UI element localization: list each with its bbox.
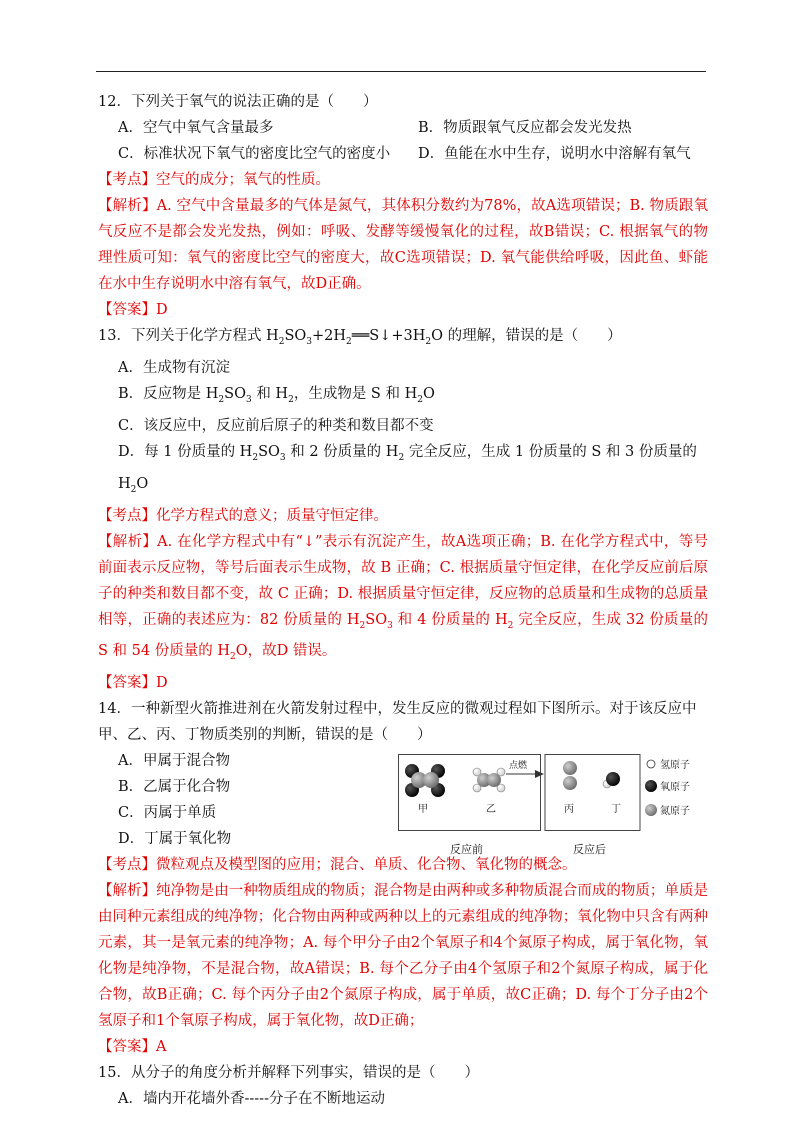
document-body <box>98 89 708 1112</box>
q13-option-d: D．每 1 份质量的 $H_2SO_3$ 和 2 份质量的 $H_2$ 完全反应，生成 1 份质量的 S 和 3 份质量的 $H_2O$ <box>118 443 697 495</box>
q13-option-b-post: ，生成物是 S 和 H <box>293 385 418 402</box>
legend-n-label: 氮原子 <box>660 806 690 818</box>
answer-tag: 【答案】 <box>98 675 156 692</box>
answer-tag: 【答案】 <box>98 302 156 318</box>
q13-option-b-pre: B．反应物是 H <box>118 385 219 402</box>
q13-jiexi: 【解析】A. 在化学方程式中有“↓”表示有沉淀产生，故A选项正确；B. 在化学方程式中，等号前面表示反应物，等号后面表示生成物，故 B 正确；C. 根据质量守恒定律，在化学反应前后原子的种类和数目都不变，故 C 正确；D. 根据质量守恒定律，反应物的总质量和生成物的总质量相等，正确的表述应为：82 份质量的 $H_2SO_3$ 和 4 份质量的 $H_2$ 完全反应，生成 32 份质量的 S 和 54 份质量的 $H_2O$，故D 错误。 <box>98 533 708 663</box>
legend-h-icon <box>647 760 655 768</box>
q13-option-d-mid: 和 2 份质量的 H <box>285 443 399 460</box>
q13-kaodian <box>98 503 708 529</box>
kaodian-tag: 【考点】 <box>98 172 156 188</box>
q13-jiexi-mid2: 完全反应，生成 32 份质量的 S 和 54 份质量的 H <box>98 611 708 660</box>
after-box <box>545 755 640 831</box>
jiexi-tag: 【解析】 <box>98 533 158 550</box>
q12-option-b: B．物质跟氧气反应都会发光发热 <box>418 120 632 136</box>
q13-option-b-mid: 和 H <box>251 385 289 402</box>
q14-block <box>98 696 708 857</box>
caption-after: 反应后 <box>573 843 606 857</box>
q12-options-row1 <box>98 115 708 141</box>
q14-answer-value: A <box>156 1039 167 1056</box>
q13-stem-pre: 13．下列关于化学方程式 H <box>98 328 279 344</box>
label-bing: 丙 <box>564 804 574 816</box>
answer-tag: 【答案】 <box>98 1039 156 1056</box>
q13-answer-value: D <box>156 675 168 692</box>
jiexi-tag: 【解析】 <box>98 198 157 214</box>
legend-h-label: 氢原子 <box>660 760 690 772</box>
q12-options-row2 <box>98 141 708 167</box>
q14-option-a: A．甲属于混合物 <box>118 753 230 770</box>
q14-options <box>98 748 378 852</box>
q13-stem-post: 的理解，错误的是（ ） <box>442 328 622 344</box>
kaodian-tag: 【考点】 <box>98 507 156 524</box>
q14-jiexi-text: 纯净物是由一种物质组成的物质；混合物是由两种或多种物质混合而成的物质；单质是由同种元素组成的纯净物；化合物由两种或两种以上的元素组成的纯净物；氧化物中只含有两种元素，其一是氧元素的纯净物；A. 每个甲分子由2个氧原子和4个氮原子构成，属于氧化物，氧化物是纯净物，不是混合物，故A错误；B. 每个乙分子由4个氢原子和2个氮原子构成，属于化合物，故B正确；C. 每个丙分子由2个氮原子构成，属于单质，故C正确；D. 每个丁分子由2个氢原子和1个氧原子构成，属于氧化物，故D正确； <box>98 883 709 1030</box>
q15-option-a: A．墙内开花墙外香-----分子在不断地运动 <box>118 1091 385 1108</box>
q12-option-d: D．鱼能在水中生存，说明水中溶解有氧气 <box>418 146 691 162</box>
caption-before: 反应前 <box>450 843 483 857</box>
label-ding: 丁 <box>611 804 621 816</box>
q12-kaodian <box>98 167 708 193</box>
q13-jiexi-pre: A. 在化学方程式中有“↓”表示有沉淀产生，故A选项正确；B. 在化学方程式中，等号前面表示反应物，等号后面表示生成物，故 B 正确；C. 根据质量守恒定律，在化学反应前后原子的种类和数目都不变，故 C 正确；D. 根据质量守恒定律，反应物的总质量和生成物的总质量相等，正确的表述应为：82 份质量的 H <box>98 533 708 628</box>
q14-kaodian-text: 微粒观点及模型图的应用；混合、单质、化合物、氧化物的概念。 <box>156 857 577 874</box>
legend-o-label: 氧原子 <box>660 782 690 794</box>
q12-kaodian-text: 空气的成分；氧气的性质。 <box>156 172 330 188</box>
q14-option-c: C．丙属于单质 <box>118 805 217 822</box>
q12-jiexi <box>98 193 708 297</box>
legend-o-icon <box>645 780 657 792</box>
legend-n-icon <box>645 804 657 816</box>
q13-option-d-post: 完全反应，生成 1 份质量的 S 和 3 份质量的 H <box>118 443 697 492</box>
q14-jiexi <box>98 878 708 1034</box>
q12-jiexi-text: A. 空气中含量最多的气体是氮气，其体积分数约为78%，故A选项错误；B. 物质跟氧气反应不是都会发光发热，例如：呼吸、发酵等缓慢氧化的过程，故B错误；C. 根据氧气的物理性质可知：氧气的密度比空气的密度大，故C选项错误；D. 氧气能供给呼吸，因此鱼、虾能在水中生存说明水中溶有氧气，故D正确。 <box>98 198 709 292</box>
q13-option-c: C．该反应中，反应前后原子的种类和数目都不变 <box>118 417 434 434</box>
label-yi: 乙 <box>486 804 496 816</box>
reaction-diagram <box>398 754 708 858</box>
label-jia: 甲 <box>418 804 428 816</box>
q12-stem: 12．下列关于氧气的说法正确的是（ ） <box>98 94 378 110</box>
q14-answer <box>98 1034 708 1060</box>
q13-stem: 13．下列关于化学方程式 $H_2SO_3+2H_2══S↓+3H_2O$ 的理解，错误的是（ ） <box>98 328 622 347</box>
kaodian-tag: 【考点】 <box>98 857 156 874</box>
q13-jiexi-post: ，故D 错误。 <box>247 643 337 660</box>
q13-jiexi-mid1: 和 4 份质量的 H <box>392 611 508 628</box>
q12-answer-value: D <box>156 302 168 318</box>
q13-kaodian-text: 化学方程式的意义；质量守恒定律。 <box>156 507 388 524</box>
q14-stem: 14．一种新型火箭推进剂在火箭发射过程中，发生反应的微观过程如下图所示。对于该反应中甲、乙、丙、丁物质类别的判断，错误的是（ ） <box>98 701 697 744</box>
q14-option-d: D．丁属于氧化物 <box>118 831 232 848</box>
q14-option-b: B．乙属于化合物 <box>118 779 231 796</box>
arrow-label: 点燃 <box>509 761 528 772</box>
header-rule <box>96 71 706 72</box>
q13-answer <box>98 670 708 696</box>
q15-stem: 15．从分子的角度分析并解释下列事实，错误的是（ ） <box>98 1065 479 1082</box>
q12-option-a: A．空气中氧气含量最多 <box>118 120 274 136</box>
q13-option-b: B．反应物是 $H_2SO_3$ 和 $H_2$，生成物是 S 和 $H_2O$ <box>118 385 435 405</box>
jiexi-tag: 【解析】 <box>98 883 157 900</box>
q13-option-d-pre: D．每 1 份质量的 H <box>118 443 253 460</box>
q12-option-c: C．标准状况下氧气的密度比空气的密度小 <box>118 146 391 162</box>
q13-option-a: A．生成物有沉淀 <box>118 359 230 376</box>
q12-answer <box>98 297 708 323</box>
